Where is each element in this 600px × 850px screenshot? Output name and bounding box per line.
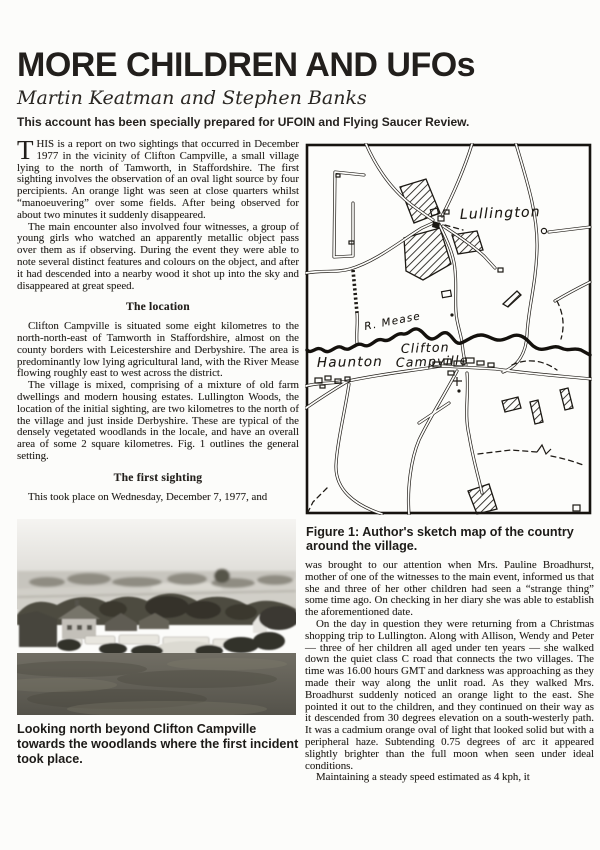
right-column — [305, 143, 594, 784]
byline: Martin Keatman and Stephen Banks — [17, 87, 367, 109]
paragraph: This took place on Wednesday, December 7, 1977, and — [28, 490, 268, 503]
landscape-photo — [17, 519, 296, 715]
map-label-river-mease: R. Mease — [363, 310, 422, 333]
map-label-campville: Campville — [395, 352, 469, 370]
photo-figure — [17, 519, 299, 766]
map-label-haunton: Haunton — [316, 353, 384, 371]
sketch-map — [305, 143, 592, 515]
paragraph-intro — [17, 135, 299, 222]
paragraph-intro-text: HIS is a report on two sightings that occurred in December 1977 in the vicinity of Clifton Campville, a small village lying to the north of Tamworth, in Staffordshire. The first sighting involves the observation of an oval light source by four percipients. An orange light was seen at close quarters whilst “manoeuvering” over some fields. After being observed for about two minutes it suddenly disappeared. — [17, 138, 299, 221]
paragraph: was brought to our attention when Mrs. Pauline Broadhurst, mother of one of the witnesses to the main event, informed us that she and three of her other children had seen a “strange thing” some time ago. On checking in her diary she was able to establish the aforementioned date. — [305, 558, 594, 619]
drop-cap: T — [17, 135, 34, 165]
paragraph: Clifton Campville is situated some eight kilometres to the north-north-east of Tamworth in Staffordshire, almost on the county borders with Leicestershire and Derbyshire. The area is predominantly low lying agricultural land, with the River Mease flowing roughly east to west across the district. — [17, 320, 299, 380]
page-title: MORE CHILDREN AND UFOs — [17, 46, 476, 84]
figure-caption: Figure 1: Author's sketch map of the country around the village. — [306, 524, 574, 554]
paragraph: Maintaining a steady speed estimated as 4 kph, it — [316, 771, 530, 784]
standfirst: This account has been specially prepared for UFOIN and Flying Saucer Review. — [17, 115, 470, 129]
photo-caption: Looking north beyond Clifton Campville towards the woodlands where the first incident took place. — [17, 722, 299, 766]
section-heading-location: The location — [126, 300, 190, 314]
paragraph: On the day in question they were returning from a Christmas shopping trip to Lullington. Along with Allison, Wendy and Peter — three of her children all aged under ten years — she walked down the quiet class C road that connects the two villages. The time was 16.00 hours GMT and darkness was approaching as they made their way along the unlit road. As they walked Mrs. Broadhurst suddenly noticed an orange light to the east. She pointed it out to the children, and they continued on their way as it descended from 30 degrees elevation on a south-westerly path. It was a cadmium orange oval of light that looked solid but with a peripheral haze. Subtending 0.75 degrees of arc it appeared slightly brighter than the full moon when seen under ideal conditions. — [305, 617, 594, 772]
right-column-text — [305, 560, 594, 784]
map-label-lullington: Lullington — [459, 204, 542, 223]
paragraph: The main encounter also involved four witnesses, a group of young girls who watched an apparently metallic object pass over them as if observing. During the event they were able to note several distinct features and colours on the object, and after it had descended into a nearby wood it shot up into the sky and disappeared at great speed. — [17, 220, 299, 292]
section-heading-first-sighting: The first sighting — [113, 470, 203, 484]
paragraph: The village is mixed, comprising of a mixture of old farm dwellings and modern housing estates. Lullington Woods, the location of the initial sighting, are two kilometres to the north of the village and just inside Derbyshire. These are typical of the densely vegetated woodlands in the locale, and have an overall area of some 2 square kilometres. Fig. 1 outlines the general setting. — [17, 379, 299, 462]
map-label-clifton: Clifton — [400, 339, 451, 356]
left-column — [17, 135, 299, 766]
